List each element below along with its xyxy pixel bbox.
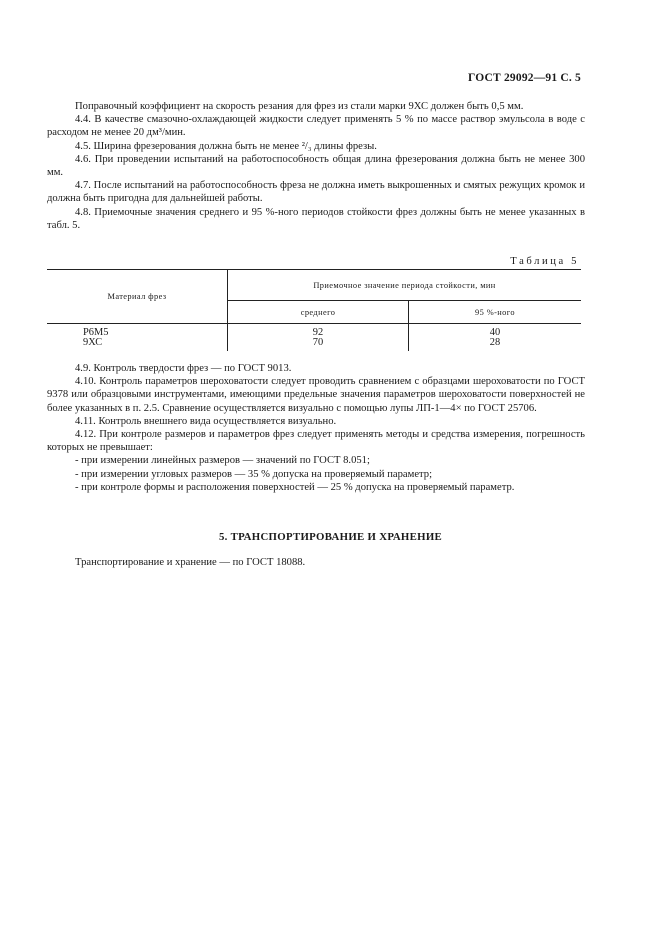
paragraph-4-10: 4.10. Контроль параметров шероховатости следует проводить сравнением с образцами шероховатости по ГОСТ 9378 или образцовыми инструментами, имеющими предельные значения параметров шероховатости поверхностей не более указанных в п. 2.5. Сравнение осуществляется визуально с помощью лупы ЛП-1—4× по ГОСТ 25706. xyxy=(47,376,585,414)
p95-value: 28 xyxy=(489,337,501,348)
col-header-95: 95 %-ного xyxy=(409,301,582,324)
page-header: ГОСТ 29092—91 С. 5 xyxy=(468,72,581,84)
section-title: 5. ТРАНСПОРТИРОВАНИЕ И ХРАНЕНИЕ xyxy=(218,531,443,543)
bottom-paragraphs xyxy=(47,362,585,494)
table-caption: Таблица 5 xyxy=(510,256,579,267)
p95-value: 40 xyxy=(489,327,501,338)
table-row xyxy=(47,324,581,352)
col-header-material: Материал фрез xyxy=(47,270,228,324)
stability-table xyxy=(47,269,581,351)
top-paragraphs xyxy=(47,100,585,232)
section-text: Транспортирование и хранение — по ГОСТ 18088. xyxy=(75,557,306,568)
table-header-row xyxy=(47,270,581,301)
list-item: - при контроле формы и расположения поверхностей — 25 % допуска на проверяемый параметр. xyxy=(75,481,515,493)
cell-material xyxy=(47,324,228,352)
list-item: - при измерении угловых размеров — 35 % допуска на проверяемый параметр; xyxy=(75,468,433,480)
material-value: 9ХС xyxy=(83,337,103,348)
paragraph-4-8: 4.8. Приемочные значения среднего и 95 %-ного периодов стойкости фрез должны быть не менее указанных в табл. 5. xyxy=(47,206,585,231)
material-value: Р6М5 xyxy=(83,327,109,338)
col-header-avg: среднего xyxy=(228,301,409,324)
paragraph-4-7: 4.7. После испытаний на работоспособность фреза не должна иметь выкрошенных и смятых режущих кромок и должна быть пригодна для дальнейшей работы. xyxy=(47,180,585,205)
col-header-group: Приемочное значение периода стойкости, мин xyxy=(228,270,582,301)
paragraph: Поправочный коэффициент на скорость резания для фрез из стали марки 9ХС должен быть 0,5 мм. xyxy=(75,101,524,112)
avg-value: 70 xyxy=(312,337,324,348)
paragraph-4-4: 4.4. В качестве смазочно-охлаждающей жидкости следует применять 5 % по массе раствор эмульсола в воде с расходом не менее 20 дм³/мин. xyxy=(47,114,585,139)
paragraph-4-5: 4.5. Ширина фрезерования должна быть не менее ²/₃ длины фрезы. xyxy=(75,140,377,152)
paragraph-4-6: 4.6. При проведении испытаний на работоспособность общая длина фрезерования должна быть не менее 300 мм. xyxy=(47,153,585,179)
paragraph-4-12: 4.12. При контроле размеров и параметров фрез следует применять методы и средства измерения, погрешность которых не превышает: xyxy=(47,429,585,454)
avg-value: 92 xyxy=(312,327,324,338)
cell-avg xyxy=(228,324,409,352)
paragraph-4-11: 4.11. Контроль внешнего вида осуществляется визуально. xyxy=(75,415,337,427)
cell-95 xyxy=(409,324,582,352)
paragraph-4-9: 4.9. Контроль твердости фрез — по ГОСТ 9013. xyxy=(75,363,292,374)
list-item: - при измерении линейных размеров — значений по ГОСТ 8.051; xyxy=(75,455,370,467)
